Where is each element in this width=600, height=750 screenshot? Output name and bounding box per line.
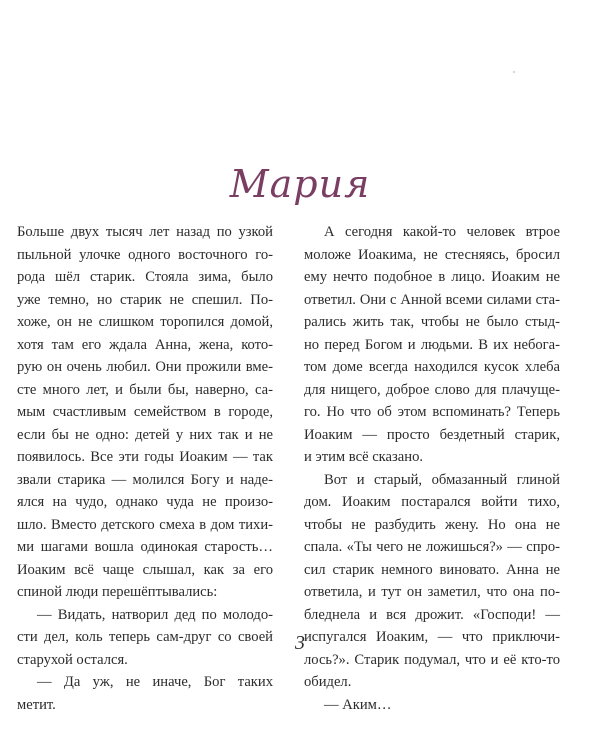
text-line: ми шагами вошла одинокая старость…: [17, 539, 273, 555]
text-line: сти дел, коль теперь сам-друг со своей: [17, 629, 273, 645]
text-line: сил старик немного виновато. Анна не: [304, 561, 560, 578]
text-line: спала. «Ты чего не ложишься?» — спро-: [304, 539, 560, 555]
text-line: спиной люди перешёптывались:: [17, 584, 218, 600]
text-line: бледнела и вся дрожит. «Господи! —: [304, 606, 560, 623]
text-line: Иоаким всё чаще слышал, как за его: [17, 561, 273, 578]
text-line: рую он очень любил. Они прожили вме-: [17, 359, 273, 375]
text-line: том доме всегда находился кусок хлеба: [304, 359, 560, 375]
page-number: 3: [295, 632, 305, 654]
text-line: ялся на чудо, однако чуда не произо-: [17, 494, 273, 510]
text-line: хотя там его ждала Анна, жена, кото-: [17, 336, 273, 353]
text-line: пыльной улочке одного восточного го-: [17, 246, 273, 263]
text-line: Вот и старый, обмазанный глиной: [324, 471, 560, 488]
text-line: обидел.: [304, 674, 352, 690]
text-line: дом. Иоаким постарался войти тихо,: [304, 494, 560, 510]
text-line: шло. Вместо детского смеха в дом тихи-: [17, 516, 273, 533]
text-line: хоже, он не слишком торопился домой,: [17, 314, 273, 330]
text-line: Больше двух тысяч лет назад по узкой: [17, 224, 273, 240]
text-line: старухой остался.: [17, 651, 128, 668]
text-line: — Аким…: [324, 696, 392, 713]
text-line: ответил. Они с Анной всеми силами ста-: [304, 291, 560, 308]
text-line: появилось. Все эти годы Иоаким — так: [17, 449, 273, 465]
text-line: чтобы не разбудить жену. Но она не: [304, 516, 560, 533]
text-line: — Да уж, не иначе, Бог таких: [37, 674, 273, 690]
corner-mark: [513, 71, 515, 73]
text-line: лось?». Старик подумал, что и её кто-то: [304, 651, 560, 668]
text-line: метит.: [17, 696, 56, 713]
text-line: и этим всё сказано.: [304, 449, 424, 465]
text-line: — Видать, натворил дед по молодо-: [37, 606, 273, 623]
text-line: звали старика — молился Богу и наде-: [17, 471, 273, 488]
text-line: А сегодня какой-то человек втрое: [324, 224, 560, 240]
text-line: рались жить так, чтобы не было стыд-: [304, 314, 560, 330]
text-line: Иоаким — просто бездетный старик,: [304, 426, 560, 443]
text-line: рода шёл старик. Стояла зима, было: [17, 269, 273, 285]
text-line: но перед Богом и людьми. В их небога-: [304, 336, 560, 353]
chapter-title: Мария: [229, 162, 371, 206]
text-line: если бы не одно: детей у них так и не: [17, 426, 273, 443]
text-line: ответила, и тут он заметил, что она по-: [304, 584, 560, 600]
text-line: го. Но что об этом вспоминать? Теперь: [304, 404, 560, 420]
text-line: моложе Иоакима, не стесняясь, бросил: [304, 246, 560, 263]
text-line: уже темно, но старик не спешил. По-: [17, 291, 273, 308]
text-line: для нищего, доброе слово для плачуще-: [304, 381, 560, 398]
text-line: сте много лет, и были бы, наверно, са-: [17, 381, 273, 398]
text-line: мым счастливым семейством в городе,: [17, 404, 273, 420]
text-line: испугался Иоаким, — что приключи-: [304, 629, 560, 645]
text-line: ему нечто подобное в лицо. Иоаким не: [304, 269, 560, 285]
